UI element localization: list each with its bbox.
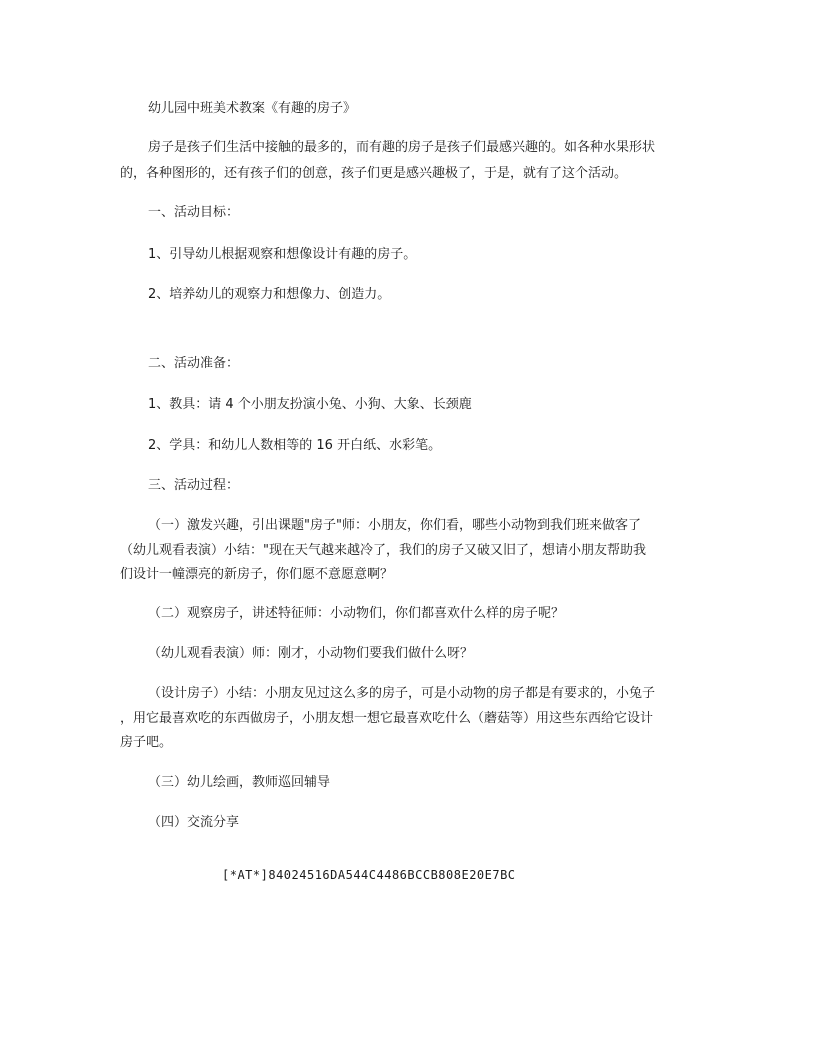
document-title: 幼儿园中班美术教案《有趣的房子》 (148, 101, 357, 116)
document-id: [*AT*]84024516DA544C4486BCCB808E20E7BC (222, 868, 516, 882)
goal-item-1: 1、引导幼儿根据观察和想像设计有趣的房子。 (148, 247, 417, 262)
step1-line-2: （幼儿观看表演）小结："现在天气越来越冷了，我们的房子又破又旧了，想请小朋友帮助我 (120, 543, 646, 558)
design-line-2: ，用它最喜欢吃的东西做房子，小朋友想一想它最喜欢吃什么（蘑菇等）用这些东西给它设计 (120, 711, 654, 726)
step3-line: （三）幼儿绘画，教师巡回辅导 (148, 775, 331, 790)
step2-note-line: （幼儿观看表演）师：刚才，小动物们要我们做什么呀？ (148, 646, 474, 661)
intro-line-1: 房子是孩子们生活中接触的最多的，而有趣的房子是孩子们最感兴趣的。如各种水果形状 (148, 140, 656, 155)
prep-item-1: 1、教具：请 4 个小朋友扮演小兔、小狗、大象、长颈鹿 (148, 397, 472, 412)
step4-line: （四）交流分享 (148, 815, 240, 830)
prep-item-2: 2、学具：和幼儿人数相等的 16 开白纸、水彩笔。 (148, 438, 442, 453)
step1-line-1: （一）激发兴趣，引出课题"房子"师：小朋友，你们看，哪些小动物到我们班来做客了 (148, 518, 641, 533)
design-line-1: （设计房子）小结：小朋友见过这么多的房子，可是小动物的房子都是有要求的，小兔子 (148, 686, 656, 701)
intro-line-2: 的，各种图形的，还有孩子们的创意，孩子们更是感兴趣极了，于是，就有了这个活动。 (120, 166, 628, 181)
step1-line-3: 们设计一幢漂亮的新房子，你们愿不意愿意啊？ (120, 567, 394, 582)
goals-heading: 一、活动目标： (148, 205, 240, 220)
process-heading: 三、活动过程： (148, 478, 240, 493)
step2-line: （二）观察房子，讲述特征师：小动物们，你们都喜欢什么样的房子呢？ (148, 606, 565, 621)
goal-item-2: 2、培养幼儿的观察力和想像力、创造力。 (148, 287, 391, 302)
prep-heading: 二、活动准备： (148, 356, 240, 371)
design-line-3: 房子吧。 (120, 735, 173, 750)
